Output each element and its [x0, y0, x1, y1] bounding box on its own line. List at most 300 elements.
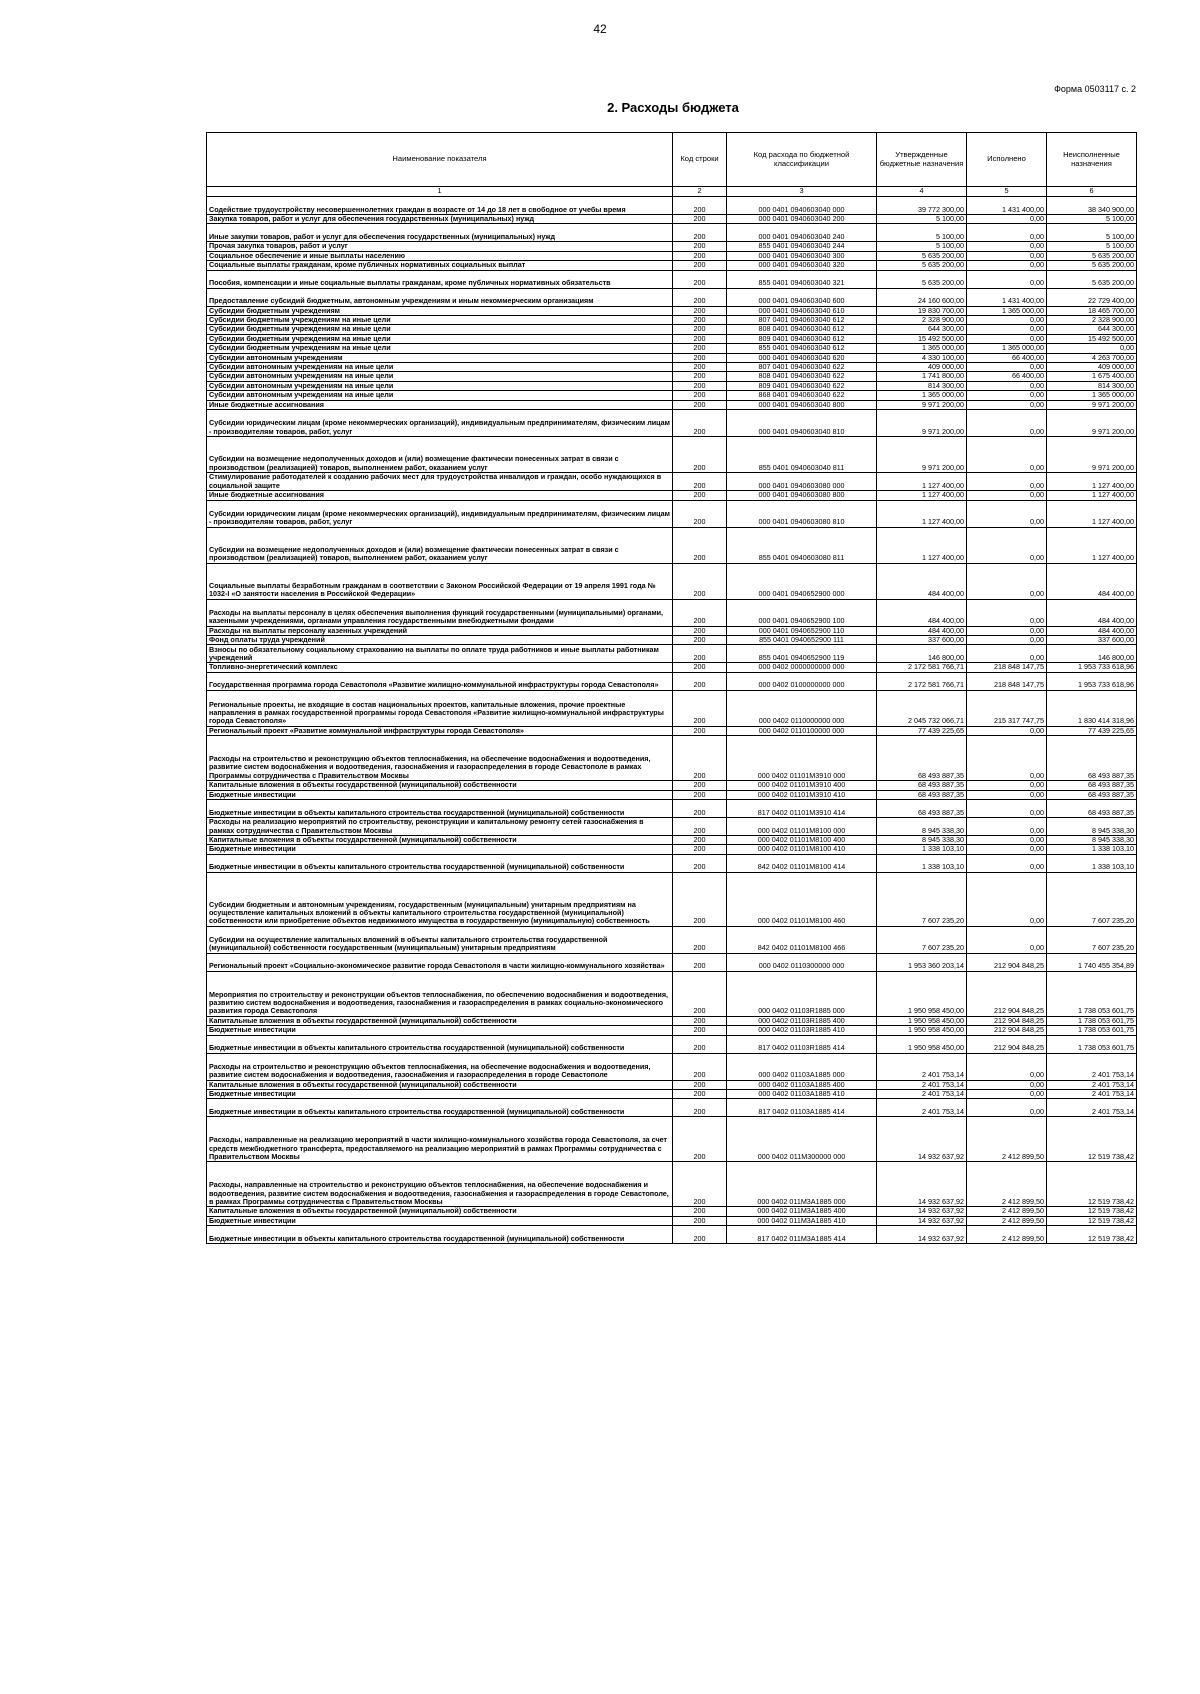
row-name: Субсидии автономным учреждениям на иные цели	[207, 372, 673, 381]
row-name: Бюджетные инвестиции	[207, 1026, 673, 1035]
row-approved: 14 932 637,92	[877, 1207, 967, 1216]
row-approved: 146 800,00	[877, 645, 967, 663]
table-row	[207, 1035, 1137, 1053]
row-classification-code: 000 0401 0940652900 110	[727, 626, 877, 635]
row-unexecuted: 5 100,00	[1047, 224, 1137, 242]
table-row	[207, 306, 1137, 315]
row-classification-code: 000 0402 01101М8100 460	[727, 872, 877, 926]
table-row	[207, 1226, 1137, 1244]
row-line-code: 200	[673, 971, 727, 1016]
row-executed: 0,00	[967, 736, 1047, 781]
table-row	[207, 971, 1137, 1016]
row-unexecuted: 68 493 887,35	[1047, 781, 1137, 790]
row-line-code: 200	[673, 1089, 727, 1098]
table-row	[207, 663, 1137, 672]
row-line-code: 200	[673, 1226, 727, 1244]
row-name: Бюджетные инвестиции в объекты капитального строительства государственной (муниципальной) собственности	[207, 1035, 673, 1053]
row-approved: 9 971 200,00	[877, 410, 967, 437]
row-approved: 77 439 225,65	[877, 726, 967, 735]
row-approved: 5 635 200,00	[877, 251, 967, 260]
row-unexecuted: 68 493 887,35	[1047, 790, 1137, 799]
row-unexecuted: 2 328 900,00	[1047, 316, 1137, 325]
row-executed: 0,00	[967, 563, 1047, 599]
column-number: 2	[673, 187, 727, 197]
row-approved: 68 493 887,35	[877, 781, 967, 790]
row-line-code: 200	[673, 672, 727, 690]
table-row	[207, 726, 1137, 735]
row-name: Субсидии автономным учреждениям	[207, 353, 673, 362]
row-name: Социальные выплаты безработным гражданам в соответствии с Законом Российской Федерации от 19 апреля 1991 года № 1032-I «О занятости населения в Российской Федерации»	[207, 563, 673, 599]
row-classification-code: 000 0402 011М3А1885 400	[727, 1207, 877, 1216]
row-approved: 7 607 235,20	[877, 872, 967, 926]
row-executed: 0,00	[967, 251, 1047, 260]
row-unexecuted: 4 263 700,00	[1047, 353, 1137, 362]
row-line-code: 200	[673, 288, 727, 306]
row-line-code: 200	[673, 599, 727, 626]
table-row	[207, 437, 1137, 473]
row-approved: 1 338 103,10	[877, 845, 967, 854]
row-name: Мероприятия по строительству и реконструкции объектов теплоснабжения, по обеспечению водоснабжения и водоотведения, развитию систем водоснабжения и водоотведения, газоснабжения и газораспределения в рамках социально-экономического развития города Севастополя	[207, 971, 673, 1016]
row-unexecuted: 0,00	[1047, 344, 1137, 353]
row-approved: 68 493 887,35	[877, 799, 967, 817]
row-executed: 1 431 400,00	[967, 288, 1047, 306]
row-executed: 0,00	[967, 500, 1047, 527]
row-classification-code: 000 0401 0940603040 610	[727, 306, 877, 315]
row-approved: 2 401 753,14	[877, 1053, 967, 1080]
row-line-code: 200	[673, 817, 727, 835]
row-unexecuted: 644 300,00	[1047, 325, 1137, 334]
row-approved: 2 401 753,14	[877, 1089, 967, 1098]
row-classification-code: 808 0401 0940603040 622	[727, 372, 877, 381]
row-line-code: 200	[673, 1053, 727, 1080]
row-approved: 644 300,00	[877, 325, 967, 334]
row-classification-code: 000 0402 01103А1885 000	[727, 1053, 877, 1080]
table-row	[207, 1207, 1137, 1216]
row-line-code: 200	[673, 1035, 727, 1053]
table-row	[207, 1117, 1137, 1162]
row-line-code: 200	[673, 437, 727, 473]
column-header-line-code: Код строки	[673, 133, 727, 187]
row-executed: 2 412 899,50	[967, 1216, 1047, 1225]
row-name: Расходы, направленные на реализацию мероприятий в части жилищно-коммунального хозяйства города Севастополя, за счет средств межбюджетного трансферта, предоставляемого на реализацию мероприятий в рамках Программы сотрудничества с Правительством Москвы	[207, 1117, 673, 1162]
row-unexecuted: 1 127 400,00	[1047, 473, 1137, 491]
row-approved: 7 607 235,20	[877, 926, 967, 953]
row-line-code: 200	[673, 563, 727, 599]
row-unexecuted: 1 830 414 318,96	[1047, 690, 1137, 726]
row-name: Взносы по обязательному социальному страхованию на выплаты по оплате труда работников и иные выплаты работникам учреждений	[207, 645, 673, 663]
row-name: Содействие трудоустройству несовершеннолетних граждан в возрасте от 14 до 18 лет в свободное от учебы время	[207, 197, 673, 215]
row-classification-code: 000 0402 01101М3910 400	[727, 781, 877, 790]
row-line-code: 200	[673, 410, 727, 437]
row-line-code: 200	[673, 635, 727, 644]
row-approved: 8 945 338,30	[877, 817, 967, 835]
row-executed: 0,00	[967, 391, 1047, 400]
table-row	[207, 926, 1137, 953]
column-header-name: Наименование показателя	[207, 133, 673, 187]
row-classification-code: 000 0402 01101М8100 400	[727, 835, 877, 844]
row-approved: 5 100,00	[877, 215, 967, 224]
row-executed: 2 412 899,50	[967, 1117, 1047, 1162]
row-executed: 0,00	[967, 781, 1047, 790]
row-unexecuted: 9 971 200,00	[1047, 400, 1137, 409]
row-executed: 0,00	[967, 325, 1047, 334]
row-executed: 0,00	[967, 224, 1047, 242]
row-name: Расходы на строительство и реконструкцию объектов теплоснабжения, на обеспечение водоснабжения и водоотведения, развитие систем водоснабжения и водоотведения, газоснабжения и газораспределения в городе Севастополе	[207, 1053, 673, 1080]
column-header-classification-code: Код расхода по бюджетной классификации	[727, 133, 877, 187]
row-name: Капитальные вложения в объекты государственной (муниципальной) собственности	[207, 1207, 673, 1216]
table-row	[207, 790, 1137, 799]
table-row	[207, 845, 1137, 854]
page-number: 42	[593, 22, 607, 36]
row-executed: 0,00	[967, 817, 1047, 835]
row-unexecuted: 1 127 400,00	[1047, 500, 1137, 527]
row-classification-code: 000 0401 0940603040 620	[727, 353, 877, 362]
row-unexecuted: 1 338 103,10	[1047, 845, 1137, 854]
table-header-row	[207, 133, 1137, 187]
row-approved: 484 400,00	[877, 626, 967, 635]
row-unexecuted: 12 519 738,42	[1047, 1117, 1137, 1162]
row-classification-code: 000 0402 0110300000 000	[727, 953, 877, 971]
row-unexecuted: 1 127 400,00	[1047, 491, 1137, 500]
row-classification-code: 868 0401 0940603040 622	[727, 391, 877, 400]
row-approved: 39 772 300,00	[877, 197, 967, 215]
row-executed: 215 317 747,75	[967, 690, 1047, 726]
column-number-row	[207, 187, 1137, 197]
row-line-code: 200	[673, 926, 727, 953]
row-executed: 0,00	[967, 215, 1047, 224]
row-name: Субсидии бюджетным учреждениям на иные цели	[207, 316, 673, 325]
table-row	[207, 334, 1137, 343]
row-line-code: 200	[673, 1216, 727, 1225]
row-unexecuted: 8 945 338,30	[1047, 835, 1137, 844]
row-approved: 1 338 103,10	[877, 854, 967, 872]
row-approved: 1 950 958 450,00	[877, 1026, 967, 1035]
row-approved: 1 127 400,00	[877, 473, 967, 491]
row-executed: 66 400,00	[967, 372, 1047, 381]
row-line-code: 200	[673, 325, 727, 334]
row-classification-code: 000 0401 0940603040 810	[727, 410, 877, 437]
row-unexecuted: 1 953 733 618,96	[1047, 663, 1137, 672]
row-classification-code: 000 0402 01101М3910 410	[727, 790, 877, 799]
row-unexecuted: 1 738 053 601,75	[1047, 971, 1137, 1016]
row-name: Региональные проекты, не входящие в состав национальных проектов, капитальные вложения, прочие проектные направления в рамках государственной программы города Севастополя «Развитие жилищно-коммунальной инфраструктуры города Севастополя»	[207, 690, 673, 726]
row-line-code: 200	[673, 645, 727, 663]
row-classification-code: 809 0401 0940603040 612	[727, 334, 877, 343]
row-line-code: 200	[673, 799, 727, 817]
row-line-code: 200	[673, 391, 727, 400]
row-approved: 2 328 900,00	[877, 316, 967, 325]
row-name: Стимулирование работодателей к созданию рабочих мест для трудоустройства инвалидов и граждан, особо нуждающихся в социальной защите	[207, 473, 673, 491]
row-classification-code: 000 0402 01103R1885 400	[727, 1016, 877, 1025]
column-number: 3	[727, 187, 877, 197]
row-unexecuted: 68 493 887,35	[1047, 736, 1137, 781]
table-row	[207, 563, 1137, 599]
document-title: 2. Расходы бюджета	[607, 100, 739, 115]
row-classification-code: 000 0402 01103А1885 410	[727, 1089, 877, 1098]
column-number: 1	[207, 187, 673, 197]
row-approved: 5 100,00	[877, 224, 967, 242]
row-unexecuted: 9 971 200,00	[1047, 410, 1137, 437]
row-approved: 814 300,00	[877, 381, 967, 390]
row-unexecuted: 12 519 738,42	[1047, 1207, 1137, 1216]
row-line-code: 200	[673, 491, 727, 500]
row-classification-code: 000 0401 0940603080 000	[727, 473, 877, 491]
row-unexecuted: 1 738 053 601,75	[1047, 1026, 1137, 1035]
row-executed: 0,00	[967, 261, 1047, 270]
row-line-code: 200	[673, 363, 727, 372]
row-name: Бюджетные инвестиции	[207, 1216, 673, 1225]
row-name: Бюджетные инвестиции в объекты капитального строительства государственной (муниципальной) собственности	[207, 1099, 673, 1117]
table-row	[207, 626, 1137, 635]
column-header-unexecuted: Неисполненные назначения	[1047, 133, 1137, 187]
row-executed: 0,00	[967, 645, 1047, 663]
row-name: Бюджетные инвестиции	[207, 1089, 673, 1098]
row-name: Капитальные вложения в объекты государственной (муниципальной) собственности	[207, 781, 673, 790]
row-name: Прочая закупка товаров, работ и услуг	[207, 242, 673, 251]
row-name: Бюджетные инвестиции в объекты капитального строительства государственной (муниципальной) собственности	[207, 1226, 673, 1244]
row-line-code: 200	[673, 224, 727, 242]
row-classification-code: 842 0402 01101М8100 466	[727, 926, 877, 953]
row-classification-code: 000 0401 0940652900 100	[727, 599, 877, 626]
row-classification-code: 808 0401 0940603040 612	[727, 325, 877, 334]
table-row	[207, 854, 1137, 872]
row-executed: 0,00	[967, 854, 1047, 872]
row-line-code: 200	[673, 1016, 727, 1025]
row-line-code: 200	[673, 1080, 727, 1089]
row-unexecuted: 146 800,00	[1047, 645, 1137, 663]
row-executed: 0,00	[967, 270, 1047, 288]
row-classification-code: 000 0402 0100000000 000	[727, 672, 877, 690]
row-executed: 0,00	[967, 635, 1047, 644]
row-executed: 2 412 899,50	[967, 1162, 1047, 1207]
table-row	[207, 316, 1137, 325]
row-approved: 1 741 800,00	[877, 372, 967, 381]
row-approved: 409 000,00	[877, 363, 967, 372]
table-row	[207, 288, 1137, 306]
row-unexecuted: 1 953 733 618,96	[1047, 672, 1137, 690]
table-row	[207, 799, 1137, 817]
table-row	[207, 353, 1137, 362]
row-classification-code: 807 0401 0940603040 612	[727, 316, 877, 325]
row-name: Предоставление субсидий бюджетным, автономным учреждениям и иным некоммерческим организациям	[207, 288, 673, 306]
row-executed: 1 365 000,00	[967, 306, 1047, 315]
row-name: Капитальные вложения в объекты государственной (муниципальной) собственности	[207, 1016, 673, 1025]
row-line-code: 200	[673, 736, 727, 781]
row-executed: 0,00	[967, 334, 1047, 343]
row-executed: 0,00	[967, 1099, 1047, 1117]
column-number: 4	[877, 187, 967, 197]
row-unexecuted: 22 729 400,00	[1047, 288, 1137, 306]
table-row	[207, 391, 1137, 400]
row-classification-code: 000 0402 011М3А1885 000	[727, 1162, 877, 1207]
row-line-code: 200	[673, 726, 727, 735]
row-classification-code: 855 0401 0940603040 321	[727, 270, 877, 288]
row-classification-code: 000 0401 0940603040 200	[727, 215, 877, 224]
row-classification-code: 817 0402 011М3А1885 414	[727, 1226, 877, 1244]
row-executed: 0,00	[967, 835, 1047, 844]
row-approved: 68 493 887,35	[877, 790, 967, 799]
row-line-code: 200	[673, 527, 727, 563]
row-executed: 0,00	[967, 1089, 1047, 1098]
row-approved: 9 971 200,00	[877, 437, 967, 473]
expenditures-table	[206, 132, 1137, 1244]
row-approved: 1 950 958 450,00	[877, 1016, 967, 1025]
row-classification-code: 000 0401 0940603040 000	[727, 197, 877, 215]
row-classification-code: 000 0401 0940652900 000	[727, 563, 877, 599]
row-approved: 1 365 000,00	[877, 391, 967, 400]
row-approved: 14 932 637,92	[877, 1226, 967, 1244]
row-name: Бюджетные инвестиции	[207, 845, 673, 854]
row-line-code: 200	[673, 334, 727, 343]
row-approved: 5 100,00	[877, 242, 967, 251]
row-executed: 0,00	[967, 363, 1047, 372]
row-executed: 0,00	[967, 400, 1047, 409]
row-line-code: 200	[673, 1117, 727, 1162]
row-unexecuted: 15 492 500,00	[1047, 334, 1137, 343]
row-line-code: 200	[673, 473, 727, 491]
row-classification-code: 809 0401 0940603040 622	[727, 381, 877, 390]
row-executed: 0,00	[967, 872, 1047, 926]
row-executed: 0,00	[967, 1053, 1047, 1080]
row-name: Расходы, направленные на строительство и реконструкцию объектов теплоснабжения, на обеспечение водоснабжения и водоотведения, развитие систем водоснабжения и водоотведения, газоснабжения и газораспределения в городе Севастополе, в рамках Программы сотрудничества с Правительством Москвы	[207, 1162, 673, 1207]
row-unexecuted: 9 971 200,00	[1047, 437, 1137, 473]
row-unexecuted: 12 519 738,42	[1047, 1216, 1137, 1225]
row-approved: 1 127 400,00	[877, 500, 967, 527]
row-unexecuted: 5 635 200,00	[1047, 251, 1137, 260]
row-classification-code: 000 0401 0940603040 240	[727, 224, 877, 242]
table-row	[207, 872, 1137, 926]
row-unexecuted: 814 300,00	[1047, 381, 1137, 390]
row-name: Капитальные вложения в объекты государственной (муниципальной) собственности	[207, 835, 673, 844]
row-line-code: 200	[673, 953, 727, 971]
row-classification-code: 000 0401 0940603040 300	[727, 251, 877, 260]
table-row	[207, 325, 1137, 334]
row-name: Расходы на строительство и реконструкцию объектов теплоснабжения, на обеспечение водоснабжения и водоотведения, развитие систем водоснабжения и водоотведения, газоснабжения и газораспределения в городе Севастополе в рамках Программы сотрудничества с Правительством Москвы	[207, 736, 673, 781]
row-name: Субсидии юридическим лицам (кроме некоммерческих организаций), индивидуальным предпринимателям, физическим лицам - производителям товаров, работ, услуг	[207, 500, 673, 527]
row-name: Иные бюджетные ассигнования	[207, 400, 673, 409]
row-approved: 15 492 500,00	[877, 334, 967, 343]
row-executed: 212 904 848,25	[967, 953, 1047, 971]
row-executed: 218 848 147,75	[967, 663, 1047, 672]
row-unexecuted: 38 340 900,00	[1047, 197, 1137, 215]
row-line-code: 200	[673, 372, 727, 381]
row-classification-code: 000 0402 01101М8100 000	[727, 817, 877, 835]
row-line-code: 200	[673, 270, 727, 288]
row-unexecuted: 1 738 053 601,75	[1047, 1035, 1137, 1053]
row-unexecuted: 1 675 400,00	[1047, 372, 1137, 381]
row-executed: 2 412 899,50	[967, 1207, 1047, 1216]
row-line-code: 200	[673, 316, 727, 325]
row-classification-code: 817 0402 01101М3910 414	[727, 799, 877, 817]
row-name: Фонд оплаты труда учреждений	[207, 635, 673, 644]
row-classification-code: 807 0401 0940603040 622	[727, 363, 877, 372]
row-line-code: 200	[673, 845, 727, 854]
row-unexecuted: 2 401 753,14	[1047, 1080, 1137, 1089]
row-approved: 8 945 338,30	[877, 835, 967, 844]
table-row	[207, 1080, 1137, 1089]
row-executed: 1 365 000,00	[967, 344, 1047, 353]
row-line-code: 200	[673, 381, 727, 390]
row-line-code: 200	[673, 353, 727, 362]
row-unexecuted: 1 127 400,00	[1047, 527, 1137, 563]
row-classification-code: 000 0402 0110100000 000	[727, 726, 877, 735]
table-row	[207, 500, 1137, 527]
row-approved: 1 365 000,00	[877, 344, 967, 353]
row-line-code: 200	[673, 400, 727, 409]
row-line-code: 200	[673, 1099, 727, 1117]
row-approved: 1 953 360 203,14	[877, 953, 967, 971]
row-approved: 9 971 200,00	[877, 400, 967, 409]
row-name: Субсидии юридическим лицам (кроме некоммерческих организаций), индивидуальным предпринимателям, физическим лицам - производителям товаров, работ, услуг	[207, 410, 673, 437]
row-name: Пособия, компенсации и иные социальные выплаты гражданам, кроме публичных нормативных обязательств	[207, 270, 673, 288]
row-line-code: 200	[673, 1026, 727, 1035]
row-unexecuted: 8 945 338,30	[1047, 817, 1137, 835]
row-executed: 0,00	[967, 410, 1047, 437]
row-unexecuted: 5 635 200,00	[1047, 261, 1137, 270]
row-executed: 0,00	[967, 527, 1047, 563]
row-approved: 2 172 581 766,71	[877, 663, 967, 672]
row-line-code: 200	[673, 251, 727, 260]
row-line-code: 200	[673, 790, 727, 799]
row-approved: 5 635 200,00	[877, 270, 967, 288]
row-name: Топливно-энергетический комплекс	[207, 663, 673, 672]
table-row	[207, 1099, 1137, 1117]
row-classification-code: 842 0402 01101М8100 414	[727, 854, 877, 872]
row-executed: 0,00	[967, 1080, 1047, 1089]
row-name: Иные бюджетные ассигнования	[207, 491, 673, 500]
row-classification-code: 000 0401 0940603040 320	[727, 261, 877, 270]
row-executed: 0,00	[967, 799, 1047, 817]
row-unexecuted: 5 100,00	[1047, 242, 1137, 251]
row-line-code: 200	[673, 626, 727, 635]
row-name: Расходы на выплаты персоналу в целях обеспечения выполнения функций государственными (муниципальными) органами, казенными учреждениями, органами управления государственными внебюджетными фондами	[207, 599, 673, 626]
row-classification-code: 000 0401 0940603080 810	[727, 500, 877, 527]
row-executed: 212 904 848,25	[967, 1026, 1047, 1035]
row-executed: 0,00	[967, 316, 1047, 325]
table-row	[207, 363, 1137, 372]
row-executed: 0,00	[967, 790, 1047, 799]
table-row	[207, 1053, 1137, 1080]
table-row	[207, 372, 1137, 381]
row-approved: 484 400,00	[877, 563, 967, 599]
row-classification-code: 000 0402 01103А1885 400	[727, 1080, 877, 1089]
row-classification-code: 000 0402 011М300000 000	[727, 1117, 877, 1162]
row-name: Бюджетные инвестиции в объекты капитального строительства государственной (муниципальной) собственности	[207, 854, 673, 872]
row-classification-code: 855 0401 0940652900 119	[727, 645, 877, 663]
row-name: Социальные выплаты гражданам, кроме публичных нормативных социальных выплат	[207, 261, 673, 270]
row-name: Бюджетные инвестиции	[207, 790, 673, 799]
row-classification-code: 817 0402 01103А1885 414	[727, 1099, 877, 1117]
row-unexecuted: 7 607 235,20	[1047, 872, 1137, 926]
table-row	[207, 645, 1137, 663]
row-name: Региональный проект «Социально-экономическое развитие города Севастополя в части жилищно-коммунального хозяйства»	[207, 953, 673, 971]
row-unexecuted: 484 400,00	[1047, 563, 1137, 599]
row-approved: 5 635 200,00	[877, 261, 967, 270]
row-approved: 14 932 637,92	[877, 1162, 967, 1207]
table-row	[207, 599, 1137, 626]
column-number: 5	[967, 187, 1047, 197]
row-line-code: 200	[673, 854, 727, 872]
row-unexecuted: 5 635 200,00	[1047, 270, 1137, 288]
table-row	[207, 473, 1137, 491]
row-line-code: 200	[673, 872, 727, 926]
table-row	[207, 1026, 1137, 1035]
table-row	[207, 635, 1137, 644]
row-classification-code: 000 0402 01101М3910 000	[727, 736, 877, 781]
row-executed: 212 904 848,25	[967, 1016, 1047, 1025]
column-header-executed: Исполнено	[967, 133, 1047, 187]
row-executed: 0,00	[967, 437, 1047, 473]
